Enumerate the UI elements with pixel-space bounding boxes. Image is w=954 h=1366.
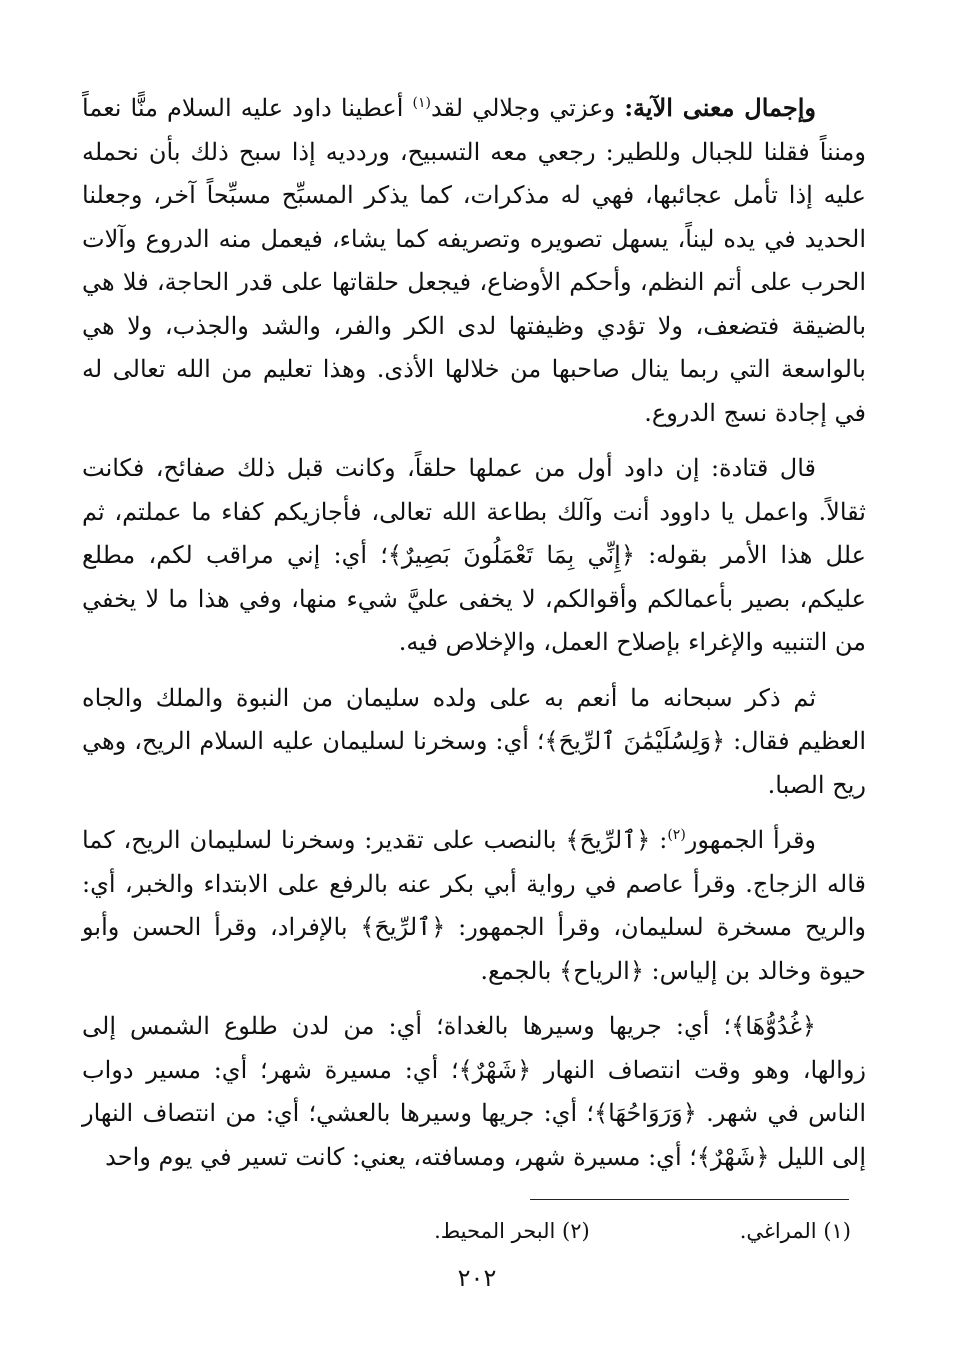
footnote-divider bbox=[530, 1199, 849, 1200]
footnotes bbox=[280, 1215, 851, 1247]
paragraph-qatada: قال قتادة: إن داود أول من عملها حلقاً، وكانت قبل ذلك صفائح، فكانت ثقالاً. واعمل يا داوود أنت وآلك بطاعة الله تعالى، فأجازيكم كفاء ما عملتم، ثم علل هذا الأمر بقوله: ﴿إِنِّي بِمَا تَعْمَلُونَ بَصِيرٌ﴾؛ أي: إني مراقب لكم، مطلع عليكم، بصير بأعمالكم وأقوالكم، لا يخفى عليَّ شيء منها، وفي هذا ما لا يخفي من التنبيه والإغراء بإصلاح العمل، والإخلاص فيه. bbox=[82, 454, 866, 656]
section-heading: وإجمال معنى الآية: bbox=[624, 93, 816, 122]
paragraph-text: أعطينا داود عليه السلام منًّا نعماً ومنناً فقلنا للجبال وللطير: رجعي معه التسبيح، ورددیه إذا سبح ذلك بأن نحمله عليه إذا تأمل عجائبها، فهي له مذكرات، كما يذكر المسبِّح مسبِّحاً آخر، وجعلنا الحديد في يده ليناً، يسهل تصويره وتصريفه كما يشاء، فيعمل منه الدروع وآلات الحرب على أتم النظم، وأحكم الأوضاع، فيجعل حلقاتها على قدر الحاجة، فلا هي بالضيقة فتضعف، ولا تؤدي وظيفتها لدى الكر والفر، والشد والجذب، ولا هي بالواسعة التي ربما ينال صاحبها من خلالها الأذى. وهذا تعليم من الله تعالى له في إجادة نسج الدروع. bbox=[82, 94, 866, 427]
footnote-1: (١) المراغي. bbox=[739, 1219, 851, 1243]
footnote-ref-2[interactable]: (٢) bbox=[667, 827, 686, 843]
paragraph-sulayman: ثم ذكر سبحانه ما أنعم به على ولده سليمان من النبوة والملك والجاه العظيم فقال: ﴿وَلِسُلَيْمَٰنَ ٱلرِّيحَ﴾؛ أي: وسخرنا لسليمان عليه السلام الريح، وهي ريح الصبا. bbox=[82, 683, 866, 799]
paragraph-text: وقرأ الجمهور bbox=[685, 826, 816, 854]
page-number: ٢٠٢ bbox=[457, 1264, 497, 1292]
footnote-2: (٢) البحر المحيط. bbox=[434, 1219, 590, 1243]
footnote-ref-1[interactable]: (١) bbox=[412, 95, 431, 111]
main-text bbox=[82, 86, 866, 1179]
paragraph-readings bbox=[82, 819, 866, 993]
paragraph-text: وعزتي وجلالي لقد bbox=[430, 94, 625, 122]
paragraph-ghuduw: ﴿غُدُوُّهَا﴾؛ أي: جريها وسيرها بالغداة؛ أي: من لدن طلوع الشمس إلى زوالها، وهو وقت انتصاف النهار ﴿شَهْرٌ﴾؛ أي: مسيرة شهر؛ أي: مسير دواب الناس في شهر. ﴿وَرَوَاحُهَا﴾؛ أي: جريها وسيرها بالعشي؛ أي: من انتصاف النهار إلى الليل ﴿شَهْرٌ﴾؛ أي: مسيرة شهر، ومسافته، يعني: كانت تسير في يوم واحد bbox=[82, 1012, 866, 1171]
paragraph-summary bbox=[82, 86, 866, 435]
paragraph-text: : ﴿ٱلرِّيحَ﴾ بالنصب على تقدير: وسخرنا لسليمان الريح، كما قاله الزجاج. وقرأ عاصم في رواية أبي بكر عنه بالرفع على الابتداء والخبر، أي: والريح مسخرة لسليمان، وقرأ الجمهور: ﴿ٱلرِّيحَ﴾ بالإفراد، وقرأ الحسن وأبو حيوة وخالد بن إلياس: ﴿الرياح﴾ بالجمع. bbox=[82, 826, 867, 985]
